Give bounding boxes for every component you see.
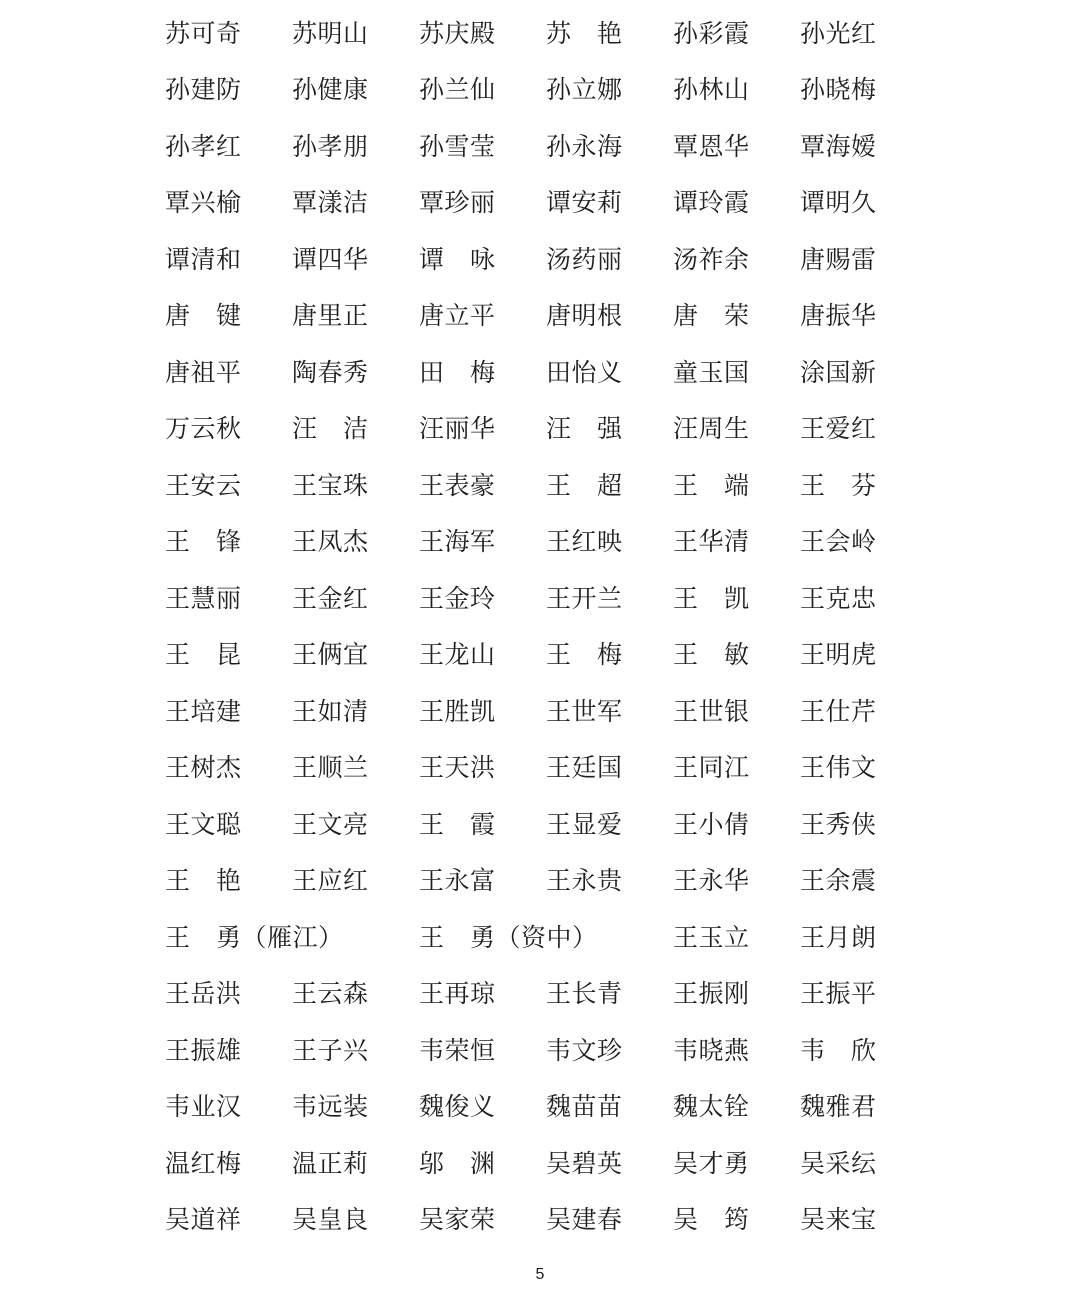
name-cell: 唐立平 [419, 303, 496, 331]
name-cell: 谭四华 [292, 246, 369, 274]
name-cell: 孙彩霞 [673, 20, 750, 48]
name-cell: 王仕芹 [800, 698, 877, 726]
name-cell: 孙晓梅 [800, 77, 877, 105]
name-cell: 王会岭 [800, 529, 877, 557]
name-cell: 王顺兰 [292, 755, 369, 783]
name-cell: 苏 艳 [546, 20, 623, 48]
name-cell: 王秀侠 [800, 811, 877, 839]
name-cell: 孙建防 [165, 77, 242, 105]
name-cell: 王应红 [292, 868, 369, 896]
name-cell: 吴 筠 [673, 1207, 750, 1235]
name-cell: 吴才勇 [673, 1150, 750, 1178]
name-cell: 王文聪 [165, 811, 242, 839]
name-cell: 涂国新 [800, 359, 877, 387]
name-cell: 王同江 [673, 755, 750, 783]
name-cell: 苏庆殿 [419, 20, 496, 48]
name-cell: 汤药丽 [546, 246, 623, 274]
name-cell: 吴采纭 [800, 1150, 877, 1178]
name-cell: 万云秋 [165, 416, 242, 444]
name-cell: 王 勇（资中） [419, 924, 598, 952]
name-cell: 王 敏 [673, 642, 750, 670]
name-cell: 王月朗 [800, 924, 877, 952]
name-cell: 陶春秀 [292, 359, 369, 387]
name-cell: 王金玲 [419, 585, 496, 613]
name-cell: 王廷国 [546, 755, 623, 783]
name-cell: 王 锋 [165, 529, 242, 557]
name-cell: 童玉国 [673, 359, 750, 387]
name-cell: 韦文珍 [546, 1037, 623, 1065]
name-cell: 王天洪 [419, 755, 496, 783]
name-cell: 王玉立 [673, 924, 750, 952]
name-cell: 王华清 [673, 529, 750, 557]
name-cell: 覃海嫒 [800, 133, 877, 161]
page-number: 5 [535, 1266, 545, 1283]
name-cell: 王开兰 [546, 585, 623, 613]
name-cell: 汪 强 [546, 416, 623, 444]
name-cell: 王世军 [546, 698, 623, 726]
name-cell: 王明虎 [800, 642, 877, 670]
name-cell: 王爱红 [800, 416, 877, 444]
name-cell: 唐振华 [800, 303, 877, 331]
name-cell: 王慧丽 [165, 585, 242, 613]
name-cell: 王 霞 [419, 811, 496, 839]
name-cell: 王宝珠 [292, 472, 369, 500]
name-cell: 王永华 [673, 868, 750, 896]
name-cell: 王如清 [292, 698, 369, 726]
name-cell: 谭安莉 [546, 190, 623, 218]
name-cell: 王 昆 [165, 642, 242, 670]
name-cell: 吴皇良 [292, 1207, 369, 1235]
name-cell: 王再琼 [419, 981, 496, 1009]
name-cell: 谭 咏 [419, 246, 496, 274]
name-cell: 唐明根 [546, 303, 623, 331]
name-cell: 魏俊义 [419, 1094, 496, 1122]
name-cell: 覃珍丽 [419, 190, 496, 218]
name-cell: 王余震 [800, 868, 877, 896]
name-cell: 唐 键 [165, 303, 242, 331]
name-cell: 吴来宝 [800, 1207, 877, 1235]
name-cell: 王 端 [673, 472, 750, 500]
name-cell: 唐祖平 [165, 359, 242, 387]
name-cell: 魏太铨 [673, 1094, 750, 1122]
name-cell: 孙兰仙 [419, 77, 496, 105]
name-cell: 王龙山 [419, 642, 496, 670]
name-cell: 孙林山 [673, 77, 750, 105]
name-cell: 孙永海 [546, 133, 623, 161]
name-cell: 孙雪莹 [419, 133, 496, 161]
name-cell: 温红梅 [165, 1150, 242, 1178]
name-cell: 孙孝红 [165, 133, 242, 161]
name-grid [165, 6, 927, 1249]
name-cell: 王金红 [292, 585, 369, 613]
name-cell: 覃恩华 [673, 133, 750, 161]
name-cell: 王伟文 [800, 755, 877, 783]
name-cell: 王永贵 [546, 868, 623, 896]
name-cell: 魏苗苗 [546, 1094, 623, 1122]
name-cell: 邬 渊 [419, 1150, 496, 1178]
name-cell: 唐里正 [292, 303, 369, 331]
name-cell: 吴家荣 [419, 1207, 496, 1235]
name-cell: 王克忠 [800, 585, 877, 613]
name-cell: 汤祚余 [673, 246, 750, 274]
name-cell: 王文亮 [292, 811, 369, 839]
name-cell: 谭明久 [800, 190, 877, 218]
name-cell: 王 凯 [673, 585, 750, 613]
name-cell: 孙立娜 [546, 77, 623, 105]
name-cell: 王红映 [546, 529, 623, 557]
name-cell: 王凤杰 [292, 529, 369, 557]
name-cell: 谭清和 [165, 246, 242, 274]
name-cell: 王振雄 [165, 1037, 242, 1065]
name-cell: 谭玲霞 [673, 190, 750, 218]
name-cell: 王长青 [546, 981, 623, 1009]
name-cell: 苏可奇 [165, 20, 242, 48]
name-cell: 田 梅 [419, 359, 496, 387]
name-cell: 王振平 [800, 981, 877, 1009]
name-cell: 孙光红 [800, 20, 877, 48]
name-cell: 吴道祥 [165, 1207, 242, 1235]
name-cell: 温正莉 [292, 1150, 369, 1178]
name-cell: 王子兴 [292, 1037, 369, 1065]
name-cell: 覃兴榆 [165, 190, 242, 218]
name-cell: 王表豪 [419, 472, 496, 500]
name-cell: 王振刚 [673, 981, 750, 1009]
name-cell: 汪丽华 [419, 416, 496, 444]
name-cell: 王培建 [165, 698, 242, 726]
name-cell: 吴建春 [546, 1207, 623, 1235]
name-cell: 魏雅君 [800, 1094, 877, 1122]
name-cell: 王岳洪 [165, 981, 242, 1009]
name-cell: 韦远装 [292, 1094, 369, 1122]
name-cell: 田怡义 [546, 359, 623, 387]
name-cell: 韦业汉 [165, 1094, 242, 1122]
name-cell: 韦晓燕 [673, 1037, 750, 1065]
name-cell: 王小倩 [673, 811, 750, 839]
name-cell: 唐 荣 [673, 303, 750, 331]
name-cell: 王 勇（雁江） [165, 924, 344, 952]
name-cell: 汪 洁 [292, 416, 369, 444]
name-cell: 吴碧英 [546, 1150, 623, 1178]
name-cell: 韦荣恒 [419, 1037, 496, 1065]
name-cell: 王世银 [673, 698, 750, 726]
name-cell: 王俩宜 [292, 642, 369, 670]
name-cell: 王 梅 [546, 642, 623, 670]
name-cell: 王树杰 [165, 755, 242, 783]
name-cell: 王海军 [419, 529, 496, 557]
name-cell: 韦 欣 [800, 1037, 877, 1065]
name-cell: 孙孝朋 [292, 133, 369, 161]
name-cell: 王 超 [546, 472, 623, 500]
name-cell: 王安云 [165, 472, 242, 500]
name-cell: 王永富 [419, 868, 496, 896]
name-cell: 王 芬 [800, 472, 877, 500]
name-cell: 王 艳 [165, 868, 242, 896]
name-cell: 苏明山 [292, 20, 369, 48]
name-cell: 覃漾洁 [292, 190, 369, 218]
name-cell: 唐赐雷 [800, 246, 877, 274]
name-cell: 王云森 [292, 981, 369, 1009]
name-cell: 王显爱 [546, 811, 623, 839]
name-cell: 汪周生 [673, 416, 750, 444]
name-cell: 孙健康 [292, 77, 369, 105]
name-cell: 王胜凯 [419, 698, 496, 726]
